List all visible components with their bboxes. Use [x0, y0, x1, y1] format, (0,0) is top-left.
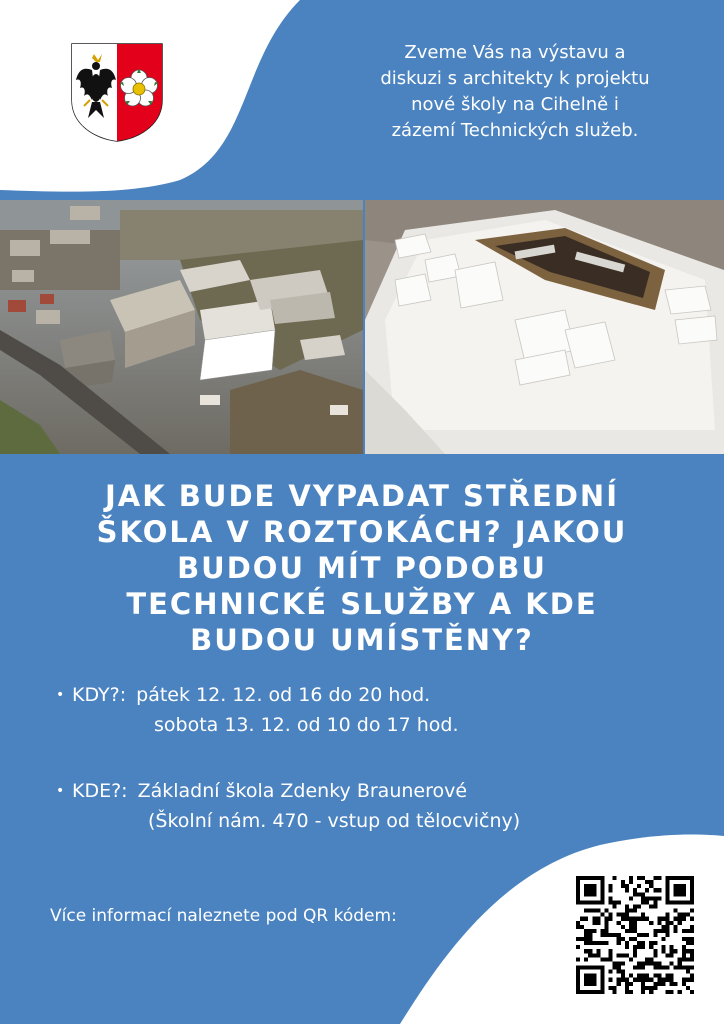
when-section [56, 680, 459, 740]
headline-line: TECHNICKÉ SLUŽBY A KDE [126, 587, 598, 621]
aerial-photo [0, 200, 363, 454]
where-label: KDE?: [72, 780, 128, 802]
headline-line: BUDOU UMÍSTĚNY? [190, 623, 534, 657]
invitation-line: nové školy na Cihelně i [411, 94, 619, 115]
headline [20, 478, 704, 658]
invitation-line: Zveme Vás na výstavu a [404, 42, 626, 63]
when-label: KDY?: [72, 684, 127, 706]
headline-line: ŠKOLA V ROZTOKÁCH? JAKOU [96, 515, 628, 549]
where-section [56, 776, 520, 836]
qr-code-icon[interactable] [576, 876, 694, 994]
headline-line: BUDOU MÍT PODOBU [177, 551, 547, 585]
bullet: • [56, 783, 65, 799]
where-line-1: Základní škola Zdenky Braunerové [137, 780, 468, 802]
invitation-line: diskuzi s architekty k projektu [380, 68, 650, 89]
invitation-text [335, 40, 695, 144]
bullet: • [56, 687, 65, 703]
crest-icon [70, 42, 164, 142]
more-info-text: Více informací naleznete pod QR kódem: [50, 906, 397, 926]
where-line-2: (Školní nám. 470 - vstup od tělocvičny) [148, 810, 521, 832]
headline-line: JAK BUDE VYPADAT STŘEDNÍ [105, 479, 619, 513]
invitation-line: zázemí Technických služeb. [391, 120, 639, 141]
model-photo [365, 200, 724, 454]
when-line-2: sobota 13. 12. od 10 do 17 hod. [154, 714, 459, 736]
when-line-1: pátek 12. 12. od 16 do 20 hod. [136, 684, 431, 706]
